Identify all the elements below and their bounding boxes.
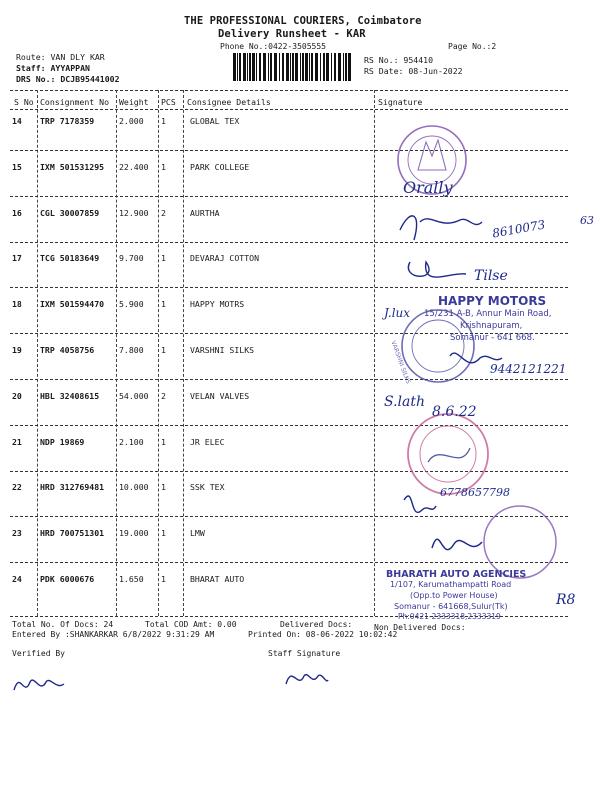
stamp-bharath-title: BHARATH AUTO AGENCIES (386, 569, 527, 580)
barcode-bar (343, 53, 344, 81)
col-weight: Weight (119, 97, 149, 107)
row-consignment-no: HRD 700751301 (40, 528, 105, 539)
row-consignee: JR ELEC (190, 436, 225, 447)
stamp-happy-motors-city: Somanur - 641 668. (450, 333, 535, 343)
handwriting: J.lux (384, 306, 411, 320)
barcode-bar (249, 53, 251, 81)
barcode-bar (323, 53, 325, 81)
drs-number: DRS No.: DCJB95441002 (16, 74, 120, 84)
row-consignee: DEVARAJ COTTON (190, 253, 260, 264)
barcode-bar (338, 53, 341, 81)
barcode-bar (247, 53, 248, 81)
signature-scribble (400, 216, 482, 240)
handwriting: 6778657798 (440, 486, 510, 499)
row-sno: 21 (12, 436, 22, 447)
non-delivered-docs: Non Delivered Docs: (374, 623, 466, 632)
row-weight: 2.100 (119, 436, 144, 447)
barcode-bar (331, 53, 332, 81)
header-top-rule (10, 90, 568, 91)
staff-label: Staff: AYYAPPAN (16, 63, 90, 73)
row-sno: 16 (12, 207, 22, 218)
barcode-bar (311, 53, 313, 81)
barcode-bar (279, 53, 280, 81)
barcode-bar (274, 53, 277, 81)
barcode-bar (348, 53, 351, 81)
row-pcs: 2 (161, 207, 166, 218)
row-sno: 22 (12, 482, 22, 493)
stamp-varshni-text: VARSHNI SILKS (389, 340, 412, 385)
row-consignment-no: HBL 32408615 (40, 390, 100, 401)
barcode-bar (270, 53, 272, 81)
handwriting: Tilse (474, 268, 508, 284)
col-consignee: Consignee Details (187, 97, 271, 107)
row-pcs: 2 (161, 390, 166, 401)
barcode-bar (286, 53, 289, 81)
handwriting: S.lath (384, 394, 426, 410)
row-weight: 10.000 (119, 482, 149, 493)
row-consignee: BHARAT AUTO (190, 574, 245, 584)
row-consignment-no: IXM 501531295 (40, 161, 105, 172)
col-consignment: Consignment No (40, 97, 110, 107)
row-weight: 19.000 (119, 528, 149, 539)
stamp-bharath-landmark: (Opp.to Power House) (410, 591, 498, 600)
row-pcs: 1 (161, 345, 166, 355)
barcode-bar (292, 53, 294, 81)
barcode-bar (295, 53, 298, 81)
stamp-happy-motors-address: 15/231 A-B, Annur Main Road, (424, 309, 552, 319)
barcode-bar (282, 53, 284, 81)
barcode-bar (259, 53, 261, 81)
row-weight: 5.900 (119, 299, 144, 310)
row-pcs: 1 (161, 482, 166, 493)
rs-date: RS Date: 08-Jun-2022 (364, 66, 463, 76)
row-consignment-no: NDP 19869 (40, 436, 85, 447)
row-pcs: 1 (161, 253, 166, 264)
round-stamp-lmw (484, 506, 556, 578)
phone-number: Phone No.:0422-3505555 (220, 42, 326, 51)
barcode-bar (309, 53, 310, 81)
barcode-bar (326, 53, 329, 81)
handwriting: R8 (556, 592, 576, 608)
barcode-bar (305, 53, 308, 81)
handwriting: 9442121221 (490, 362, 567, 376)
col-signature: Signature (378, 97, 423, 107)
barcode-bar (302, 53, 304, 81)
signature-scribble (404, 496, 436, 512)
row-sno: 19 (12, 345, 22, 355)
signature-scribble (408, 262, 466, 277)
row-consignee: GLOBAL TEX (190, 116, 240, 126)
handwriting: 8610073 (491, 217, 547, 241)
row-consignee: VARSHNI SILKS (190, 345, 255, 355)
handwriting: 63 (580, 214, 594, 227)
col-pcs: PCS (161, 97, 176, 107)
row-consignee: HAPPY MOTRS (190, 299, 245, 310)
row-sno: 23 (12, 528, 22, 539)
runsheet-title: Delivery Runsheet - KAR (218, 28, 366, 40)
row-consignment-no: HRD 312769481 (40, 482, 105, 493)
verifier-signature (10, 664, 70, 704)
barcode-bar (243, 53, 246, 81)
row-weight: 1.650 (119, 574, 144, 584)
row-weight: 9.700 (119, 253, 144, 264)
barcode-bar (233, 53, 236, 81)
row-pcs: 1 (161, 299, 166, 310)
stamp-happy-motors-area: Krishnapuram, (460, 321, 523, 331)
footer-rule (10, 616, 568, 617)
barcode-bar (300, 53, 301, 81)
row-consignment-no: TCG 50183649 (40, 253, 100, 264)
barcode (232, 53, 352, 81)
total-cod: Total COD Amt: 0.00 (145, 620, 237, 629)
stamp-bharath-city: Somanur - 641668,Sulur(Tk) (394, 602, 508, 611)
barcode-bar (320, 53, 321, 81)
barcode-bar (263, 53, 266, 81)
row-consignment-no: TRP 4058756 (40, 345, 95, 355)
delivered-docs: Delivered Docs: (280, 620, 353, 629)
row-weight: 22.400 (119, 161, 149, 172)
total-docs: Total No. Of Docs: 24 (12, 620, 114, 629)
row-consignment-no: IXM 501594470 (40, 299, 105, 310)
entered-by: Entered By :SHANKARKAR 6/8/2022 9:31:29 AM (12, 630, 215, 639)
row-weight: 54.000 (119, 390, 149, 401)
header-bottom-rule (10, 109, 568, 110)
row-consignee: LMW (190, 528, 205, 539)
page-number: Page No.:2 (448, 42, 497, 51)
barcode-bar (256, 53, 257, 81)
verified-by-label: Verified By (12, 649, 65, 658)
barcode-bar (252, 53, 255, 81)
handwriting: Orally (403, 178, 453, 197)
rs-number: RS No.: 954410 (364, 55, 434, 65)
staff-signature-label: Staff Signature (268, 649, 341, 658)
row-pcs: 1 (161, 528, 166, 539)
row-pcs: 1 (161, 436, 166, 447)
row-sno: 15 (12, 161, 22, 172)
staff-signature (282, 660, 332, 694)
barcode-bar (315, 53, 318, 81)
row-sno: 20 (12, 390, 22, 401)
row-consignee: SSK TEX (190, 482, 225, 493)
barcode-bar (237, 53, 238, 81)
row-pcs: 1 (161, 116, 166, 126)
stamp-happy-motors-title: HAPPY MOTORS (438, 294, 547, 308)
handwriting: 8.6.22 (432, 404, 477, 420)
row-consignee: AURTHA (190, 207, 220, 218)
barcode-bar (239, 53, 241, 81)
barcode-bar (345, 53, 347, 81)
row-consignee: VELAN VALVES (190, 390, 250, 401)
row-weight: 12.900 (119, 207, 149, 218)
barcode-bar (268, 53, 269, 81)
row-weight: 7.800 (119, 345, 144, 355)
stamp-bharath-phone: Ph:0421-2333318,2333319 (398, 612, 501, 621)
signature-scribble (432, 539, 482, 549)
route-label: Route: VAN DLY KAR (16, 52, 105, 62)
row-consignment-no: TRP 7178359 (40, 116, 95, 126)
round-stamp-pink (408, 414, 488, 494)
barcode-bar (290, 53, 291, 81)
row-sno: 14 (12, 116, 22, 126)
row-consignment-no: PDK 6000676 (40, 574, 95, 584)
stamp-bharath-address: 1/107, Karumathampatti Road (390, 580, 512, 589)
row-sno: 24 (12, 574, 22, 584)
row-pcs: 1 (161, 574, 166, 584)
printed-on: Printed On: 08-06-2022 10:02:42 (248, 630, 398, 639)
barcode-bar (334, 53, 336, 81)
col-sno: S No (14, 97, 34, 107)
row-consignee: PARK COLLEGE (190, 161, 250, 172)
company-title: THE PROFESSIONAL COURIERS, Coimbatore (184, 15, 422, 27)
row-consignment-no: CGL 30007859 (40, 207, 100, 218)
row-sno: 18 (12, 299, 22, 310)
row-weight: 2.000 (119, 116, 144, 126)
row-sno: 17 (12, 253, 22, 264)
row-pcs: 1 (161, 161, 166, 172)
